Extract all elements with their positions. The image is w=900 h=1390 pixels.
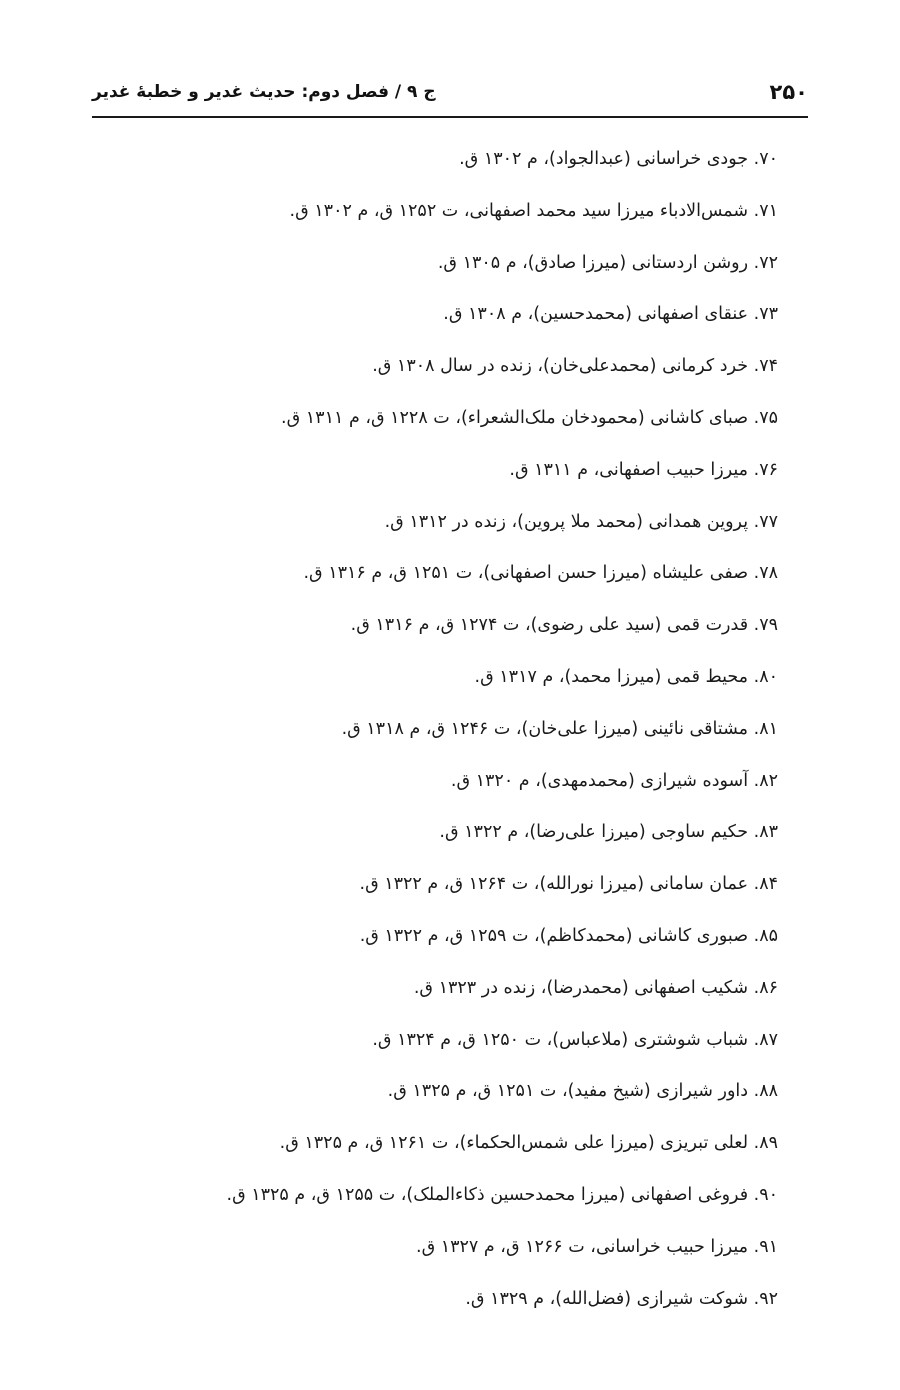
list-item: ۷۸. صفی علیشاه (میرزا حسن اصفهانی)، ت ۱۲۵۱ ق، م ۱۳۱۶ ق.	[303, 563, 778, 584]
list-item: ۷۱. شمس‌الادباء میرزا سید محمد اصفهانی، ت ۱۲۵۲ ق، م ۱۳۰۲ ق.	[289, 200, 778, 221]
list-item: ۹۲. شوکت شیرازی (فضل‌الله)، م ۱۳۲۹ ق.	[465, 1288, 778, 1309]
list-item: ۹۱. میرزا حبیب خراسانی، ت ۱۲۶۶ ق، م ۱۳۲۷ ق.	[416, 1236, 778, 1257]
list-item: ۸۵. صبوری کاشانی (محمدکاظم)، ت ۱۲۵۹ ق، م ۱۳۲۲ ق.	[359, 925, 778, 946]
list-item: ۷۳. عنقای اصفهانی (محمدحسین)، م ۱۳۰۸ ق.	[443, 304, 778, 325]
list-item: ۷۶. میرزا حبیب اصفهانی، م ۱۳۱۱ ق.	[509, 459, 778, 480]
list-item: ۸۸. داور شیرازی (شیخ مفید)، ت ۱۲۵۱ ق، م ۱۳۲۵ ق.	[387, 1081, 778, 1102]
list-item: ۸۹. لعلی تبریزی (میرزا علی شمس‌الحکماء)، ت ۱۲۶۱ ق، م ۱۳۲۵ ق.	[279, 1133, 778, 1154]
list-item: ۸۳. حکیم ساوجی (میرزا علی‌رضا)، م ۱۳۲۲ ق.	[439, 822, 778, 843]
page-number: ۲۵۰	[769, 80, 808, 104]
list-item: ۷۵. صبای کاشانی (محمودخان ملک‌الشعراء)، ت ۱۲۲۸ ق، م ۱۳۱۱ ق.	[281, 407, 778, 428]
list-item: ۸۷. شباب شوشتری (ملاعباس)، ت ۱۲۵۰ ق، م ۱۳۲۴ ق.	[372, 1029, 778, 1050]
poet-list	[78, 134, 778, 1325]
list-item: ۸۲. آسوده شیرازی (محمدمهدی)، م ۱۳۲۰ ق.	[450, 770, 778, 791]
running-title: ج ۹ / فصل دوم: حدیث غدیر و خطبۀ غدیر	[92, 82, 436, 102]
list-item: ۸۱. مشتاقی نائینی (میرزا علی‌خان)، ت ۱۲۴۶ ق، م ۱۳۱۸ ق.	[341, 718, 778, 739]
page-header	[92, 68, 808, 118]
list-item: ۹۰. فروغی اصفهانی (میرزا محمدحسین ذکاءالملک)، ت ۱۲۵۵ ق، م ۱۳۲۵ ق.	[226, 1184, 778, 1205]
list-item: ۷۰. جودی خراسانی (عبدالجواد)، م ۱۳۰۲ ق.	[459, 149, 778, 169]
list-item: ۸۶. شکیب اصفهانی (محمدرضا)، زنده در ۱۳۲۳ ق.	[413, 977, 778, 998]
list-item: ۸۰. محیط قمی (میرزا محمد)، م ۱۳۱۷ ق.	[474, 666, 778, 687]
list-item: ۸۴. عمان سامانی (میرزا نورالله)، ت ۱۲۶۴ ق، م ۱۳۲۲ ق.	[359, 874, 778, 895]
list-item: ۷۴. خرد کرمانی (محمدعلی‌خان)، زنده در سال ۱۳۰۸ ق.	[372, 356, 778, 377]
list-item: ۷۲. روشن اردستانی (میرزا صادق)، م ۱۳۰۵ ق.	[437, 252, 778, 273]
list-item: ۷۹. قدرت قمی (سید علی رضوی)، ت ۱۲۷۴ ق، م ۱۳۱۶ ق.	[350, 615, 778, 636]
list-item: ۷۷. پروین همدانی (محمد ملا پروین)، زنده در ۱۳۱۲ ق.	[384, 511, 778, 532]
